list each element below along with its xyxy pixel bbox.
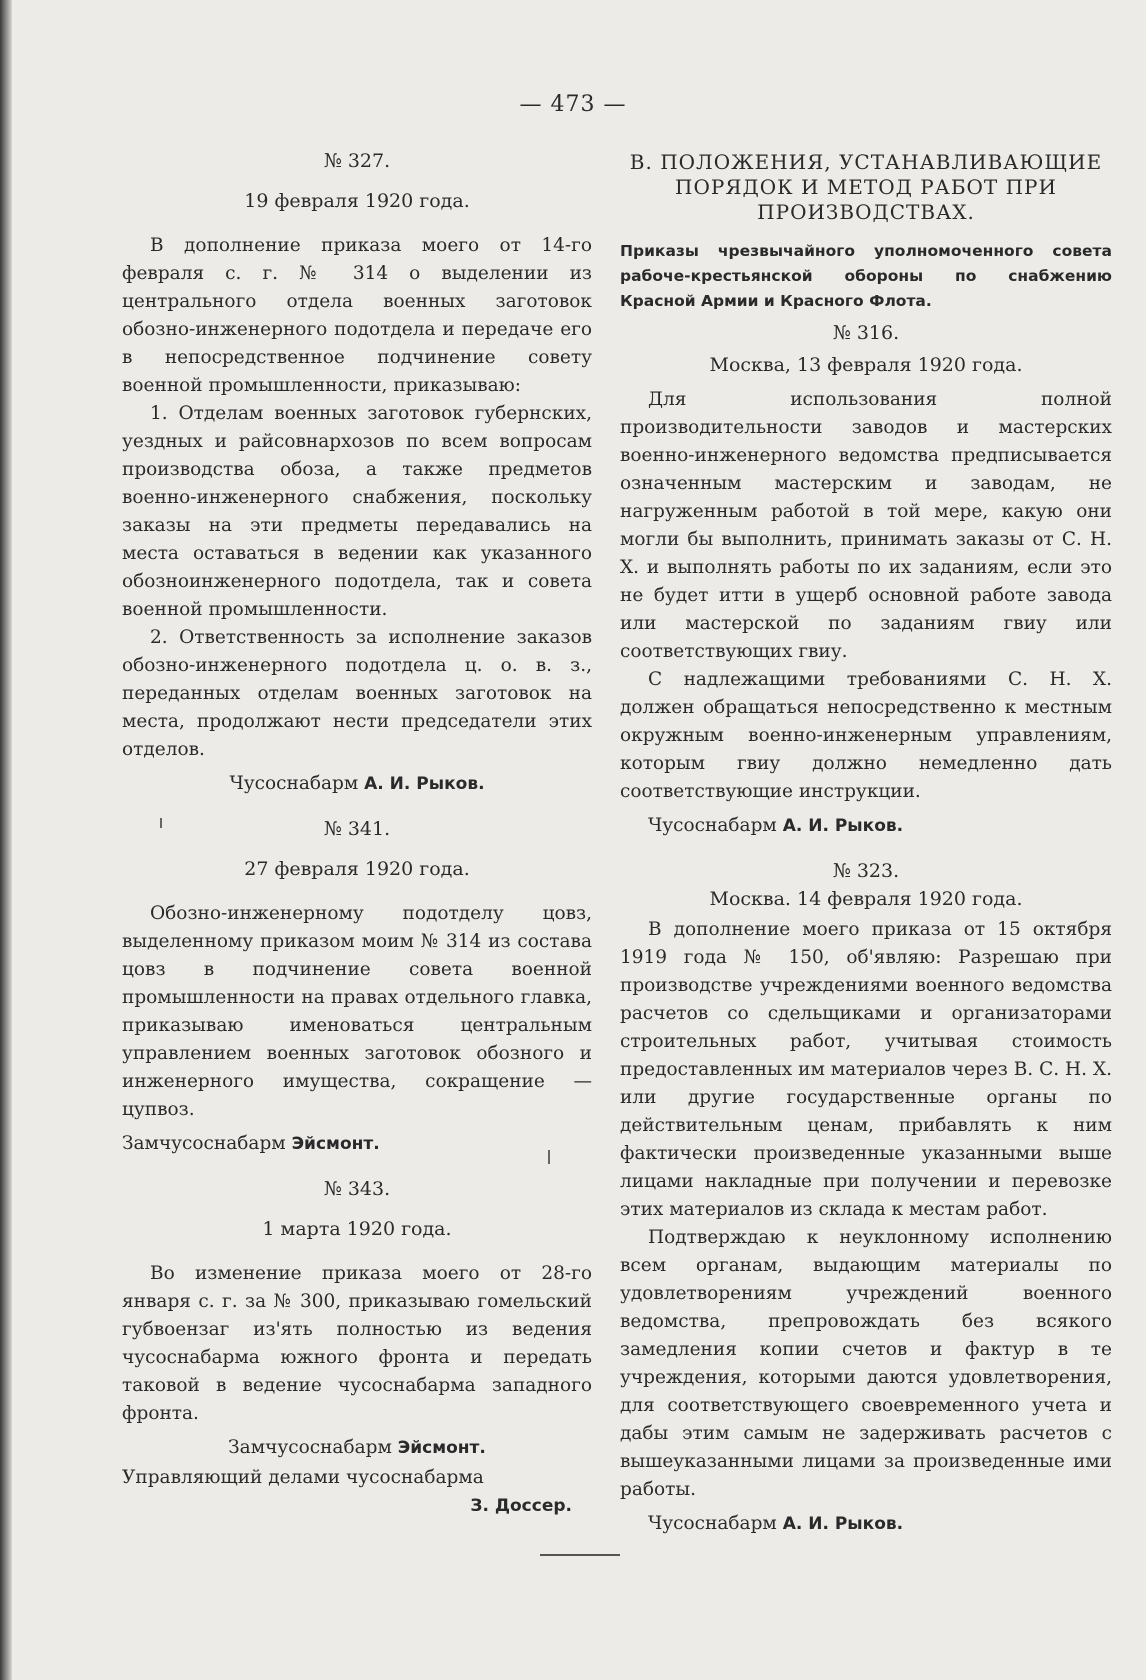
signature: [620, 812, 1112, 840]
order-text: Обозно-инженерному подотделу цовз, выделенному приказом моим № 314 из состава цовз в подчинение совета военной промышленности на правах отдельного главка, приказываю именоваться центральным управлением военных заготовок обозного и инженерного имущества, сокращение — цупвоз.: [122, 903, 592, 1120]
signature-title: Замчусоснабарм: [228, 1437, 392, 1458]
closing-rule: [540, 1554, 620, 1556]
signature: [122, 770, 592, 798]
order-date: Москва, 13 февраля 1920 года.: [709, 354, 1023, 376]
order-323: [620, 860, 1112, 1538]
right-column: [620, 150, 1112, 1558]
order-343: [122, 1178, 592, 1520]
print-speck: [548, 1150, 550, 1164]
signature-title: Замчусоснабарм: [122, 1133, 286, 1154]
print-speck: [160, 818, 162, 828]
order-text: В дополнение приказа моего от 14-го февраля с. г. № 314 о выделении из центрального отдела военных заготовок обозно-инженерного подотдела и передаче его в непосредственное подчинение совету военной промышленности, приказываю:: [122, 235, 592, 396]
section-heading: В. ПОЛОЖЕНИЯ, УСТАНАВЛИВАЮЩИЕ ПОРЯДОК И МЕТОД РАБОТ ПРИ ПРОИЗВОДСТВАХ.: [629, 150, 1103, 224]
order-number: № 323.: [832, 860, 900, 882]
order-date: Москва. 14 февраля 1920 года.: [709, 888, 1023, 910]
order-date: 19 февраля 1920 года.: [244, 190, 470, 212]
signature-title: Чусоснабарм: [648, 815, 777, 836]
order-item-1: 1. Отделам военных заготовок губернских, уездных и райсовнархозов по всем вопросам производства обоза, а также предметов военно-инженерного снабжения, поскольку заказы на эти предметы передавались на места оставаться в ведении как указанного обозноинженерного подотдела, так и совета военной промышленности.: [122, 403, 592, 620]
order-number: № 316.: [832, 322, 900, 344]
manager-name: З. Доссер.: [470, 1496, 572, 1516]
order-text: Подтверждаю к неуклонному исполнению всем органам, выдающим материалы по удовлетворениям учреждений военного ведомства, препровождать без всякого замедления копии счетов и фактур в те учреждения, которыми даются удовлетворения, для соответствующего своевременного учета и дабы этим самым не задерживать расчетов с вышеуказанными лицами за произведенные ими работы.: [620, 1227, 1112, 1500]
order-text: В дополнение моего приказа от 15 октября 1919 года № 150, об'являю: Разрешаю при производстве учреждениями военного ведомства расчетов со сдельщиками и организаторами строительных работ, учитывая стоимость предоставленных им материалов через В. С. Н. Х. или другие государственные органы по действительным ценам, прибавлять к ним фактически произведенные указанными выше лицами накладные при получении и перевозке этих материалов из склада к местам работ.: [620, 919, 1112, 1220]
signature-name: А. И. Рыков.: [782, 816, 904, 836]
order-316: [620, 322, 1112, 840]
manager-title: Управляющий делами чусоснабарма: [122, 1467, 484, 1488]
signature-name: Эйсмонт.: [291, 1134, 380, 1154]
page-binding-edge: [0, 0, 12, 1680]
signature-name: Эйсмонт.: [397, 1438, 486, 1458]
signature: [122, 1434, 592, 1462]
order-number: № 327.: [323, 150, 391, 172]
order-text: С надлежащими требованиями С. Н. Х. должен обращаться непосредственно к местным окружным военно-инженерным управлениям, которым гвиу должно немедленно дать соответствующие инструкции.: [620, 669, 1112, 802]
order-text: Во изменение приказа моего от 28-го января с. г. за № 300, приказываю гомельский губвоензаг из'ять полностью из ведения чусоснабарма южного фронта и передать таковой в ведение чусоснабарма западного фронта.: [122, 1263, 592, 1424]
order-number: № 341.: [323, 818, 391, 840]
signature-name: А. И. Рыков.: [364, 774, 485, 794]
manager-signature: [122, 1492, 592, 1520]
signature-title: Чусоснабарм: [648, 1513, 777, 1534]
section-subheading: Приказы чрезвычайного уполномоченного совета рабоче-крестьянской обороны по снабжению Красной Армии и Красного Флота.: [620, 242, 1112, 310]
signature: [122, 1130, 592, 1158]
page-number: — 473 —: [519, 92, 627, 117]
order-327: [122, 150, 592, 798]
order-text: Для использования полной производительности заводов и мастерских военно-инженерного ведомства предписывается означенным мастерским и заводам, не нагруженным работой в той мере, какую они могли бы выполнить, принимать заказы от С. Н. Х. и выполнять работы по их заданиям, если это не будет итти в ущерб основной работе завода или мастерской по заданиям гвиу или соответствующих гвиу.: [620, 389, 1112, 662]
order-341: [122, 818, 592, 1158]
signature-title: Чусоснабарм: [229, 773, 359, 794]
order-date: 27 февраля 1920 года.: [244, 858, 470, 880]
left-column: [122, 150, 592, 1520]
order-item-2: 2. Ответственность за исполнение заказов обозно-инженерного подотдела ц. о. в. з., переданных отделам военных заготовок на места, продолжают нести председатели этих отделов.: [122, 627, 592, 760]
order-number: № 343.: [323, 1178, 391, 1200]
order-date: 1 марта 1920 года.: [262, 1218, 452, 1240]
signature: [620, 1510, 1112, 1538]
signature-name: А. И. Рыков.: [782, 1514, 904, 1534]
